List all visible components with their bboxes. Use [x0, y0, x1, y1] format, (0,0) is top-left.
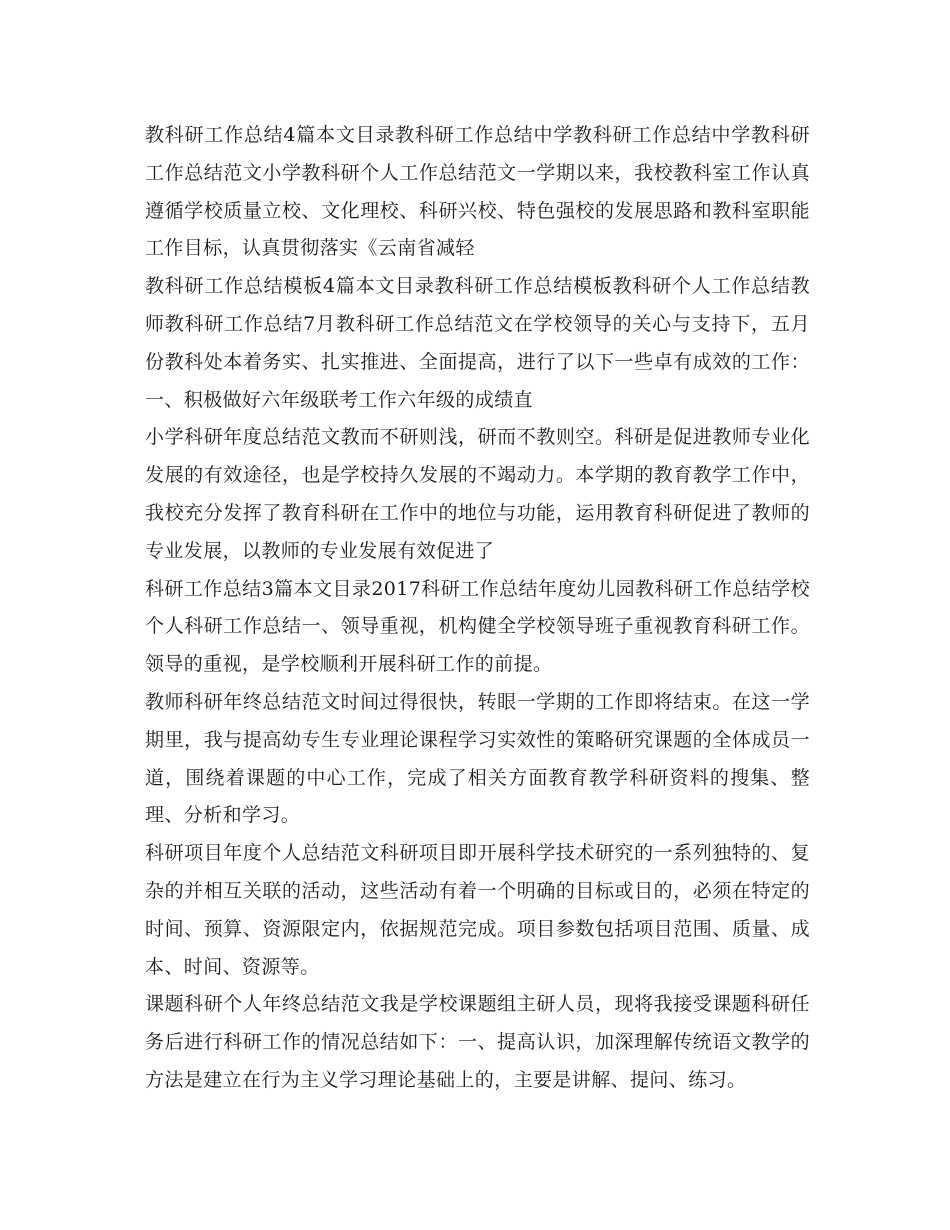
- paragraph-1: 教科研工作总结4篇本文目录教科研工作总结中学教科研工作总结中学教科研工作总结范文小学教科研个人工作总结范文一学期以来，我校教科室工作认真遵循学校质量立校、文化理校、科研兴校、特色强校的发展思路和教科室职能工作目标，认真贯彻落实《云南省减轻: [145, 124, 810, 260]
- paragraph-4: 科研工作总结3篇本文目录2017科研工作总结年度幼儿园教科研工作总结学校个人科研工作总结一、领导重视，机构健全学校领导班子重视教育科研工作。领导的重视，是学校顺利开展科研工作的前提。: [145, 577, 810, 676]
- paragraph-5: 教师科研年终总结范文时间过得很快，转眼一学期的工作即将结束。在这一学期里，我与提高幼专生专业理论课程学习实效性的策略研究课题的全体成员一道，围绕着课题的中心工作，完成了相关方面教育教学科研资料的搜集、整理、分析和学习。: [145, 690, 810, 827]
- document-body: [145, 117, 810, 1100]
- paragraph-7: 课题科研个人年终总结范文我是学校课题组主研人员，现将我接受课题科研任务后进行科研工作的情况总结如下：一、提高认识，加深理解传统语文教学的方法是建立在行为主义学习理论基础上的，主要是讲解、提问、练习。: [145, 993, 810, 1091]
- paragraph-6: 科研项目年度个人总结范文科研项目即开展科学技术研究的一系列独特的、复杂的并相互关联的活动，这些活动有着一个明确的目标或目的，必须在特定的时间、预算、资源限定内，依据规范完成。项目参数包括项目范围、质量、成本、时间、资源等。: [145, 842, 810, 978]
- paragraph-2: 教科研工作总结模板4篇本文目录教科研工作总结模板教科研个人工作总结教师教科研工作总结7月教科研工作总结范文在学校领导的关心与支持下，五月份教科处本着务实、扎实推进、全面提高，进行了以下一些卓有成效的工作：一、积极做好六年级联考工作六年级的成绩直: [145, 275, 810, 411]
- paragraph-3: 小学科研年度总结范文教而不研则浅，研而不教则空。科研是促进教师专业化发展的有效途径，也是学校持久发展的不竭动力。本学期的教育教学工作中，我校充分发挥了教育科研在工作中的地位与功能，运用教育科研促进了教师的专业发展，以教师的专业发展有效促进了: [145, 426, 810, 562]
